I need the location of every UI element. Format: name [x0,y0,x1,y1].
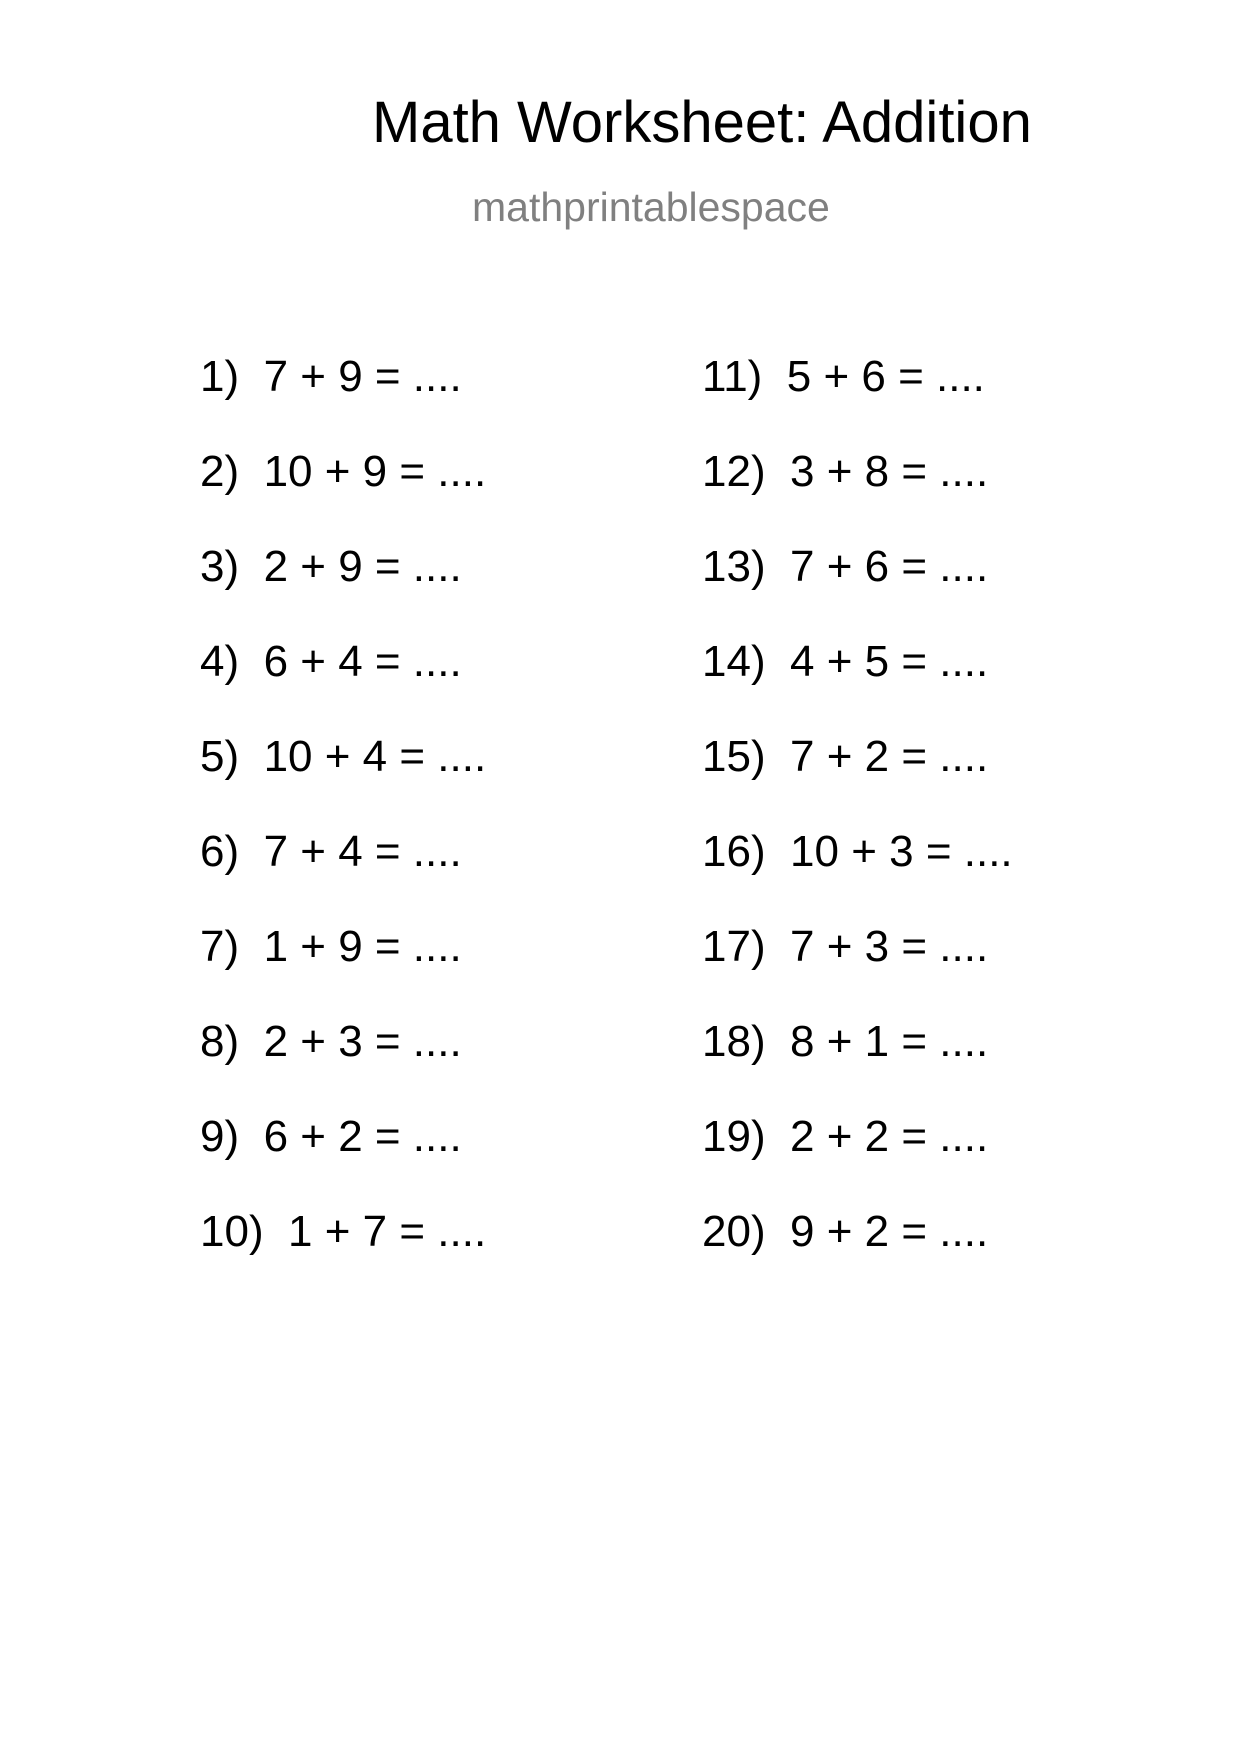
problem-number: 2) [200,447,240,496]
problem-expression: 8 + 1 = .... [790,1017,989,1066]
problem-number: 8) [200,1017,240,1066]
problem-expression: 4 + 5 = .... [790,637,989,686]
problem-item [200,1207,487,1256]
problem-number: 7) [200,922,240,971]
problem-item [702,922,989,971]
problem-number: 15) [702,732,766,781]
problem-item [200,732,487,781]
problem-number: 17) [702,922,766,971]
problem-number: 3) [200,542,240,591]
problem-item [200,827,462,876]
problem-expression: 7 + 6 = .... [790,542,989,591]
problem-item [702,732,989,781]
problem-expression: 10 + 4 = .... [263,732,487,781]
problem-item [200,447,487,496]
problem-expression: 3 + 8 = .... [790,447,989,496]
problem-number: 10) [200,1207,264,1256]
problem-number: 18) [702,1017,766,1066]
problem-item [702,447,989,496]
problem-expression: 7 + 9 = .... [263,352,462,401]
problem-number: 13) [702,542,766,591]
problem-number: 11) [702,352,763,401]
problem-item [702,827,1013,876]
problem-expression: 2 + 9 = .... [263,542,462,591]
problem-item [702,352,985,401]
problem-number: 1) [200,352,240,401]
problem-expression: 7 + 2 = .... [790,732,989,781]
problem-item [200,352,462,401]
problem-number: 20) [702,1207,766,1256]
problem-number: 4) [200,637,240,686]
problem-expression: 10 + 9 = .... [263,447,487,496]
problem-number: 12) [702,447,766,496]
problem-expression: 1 + 7 = .... [288,1207,487,1256]
problem-expression: 2 + 3 = .... [263,1017,462,1066]
problem-item [200,637,462,686]
problem-item [200,542,462,591]
problem-item [702,1112,989,1161]
problem-expression: 10 + 3 = .... [790,827,1013,876]
problem-expression: 5 + 6 = .... [786,352,985,401]
problem-number: 19) [702,1112,766,1161]
problem-expression: 6 + 2 = .... [263,1112,462,1161]
problem-item [702,1017,989,1066]
problem-expression: 1 + 9 = .... [263,922,462,971]
problem-number: 16) [702,827,766,876]
problem-expression: 6 + 4 = .... [263,637,462,686]
problem-expression: 2 + 2 = .... [790,1112,989,1161]
problem-item [702,542,989,591]
problem-item [200,922,462,971]
problem-item [200,1112,462,1161]
problem-expression: 7 + 3 = .... [790,922,989,971]
problem-item [702,637,989,686]
problem-item [200,1017,462,1066]
problem-item [702,1207,989,1256]
worksheet-title: Math Worksheet: Addition [372,90,1032,155]
problem-number: 9) [200,1112,240,1161]
problem-expression: 9 + 2 = .... [790,1207,989,1256]
problem-number: 5) [200,732,240,781]
problem-number: 6) [200,827,240,876]
problem-expression: 7 + 4 = .... [263,827,462,876]
problem-number: 14) [702,637,766,686]
worksheet-subtitle: mathprintablespace [472,184,830,230]
